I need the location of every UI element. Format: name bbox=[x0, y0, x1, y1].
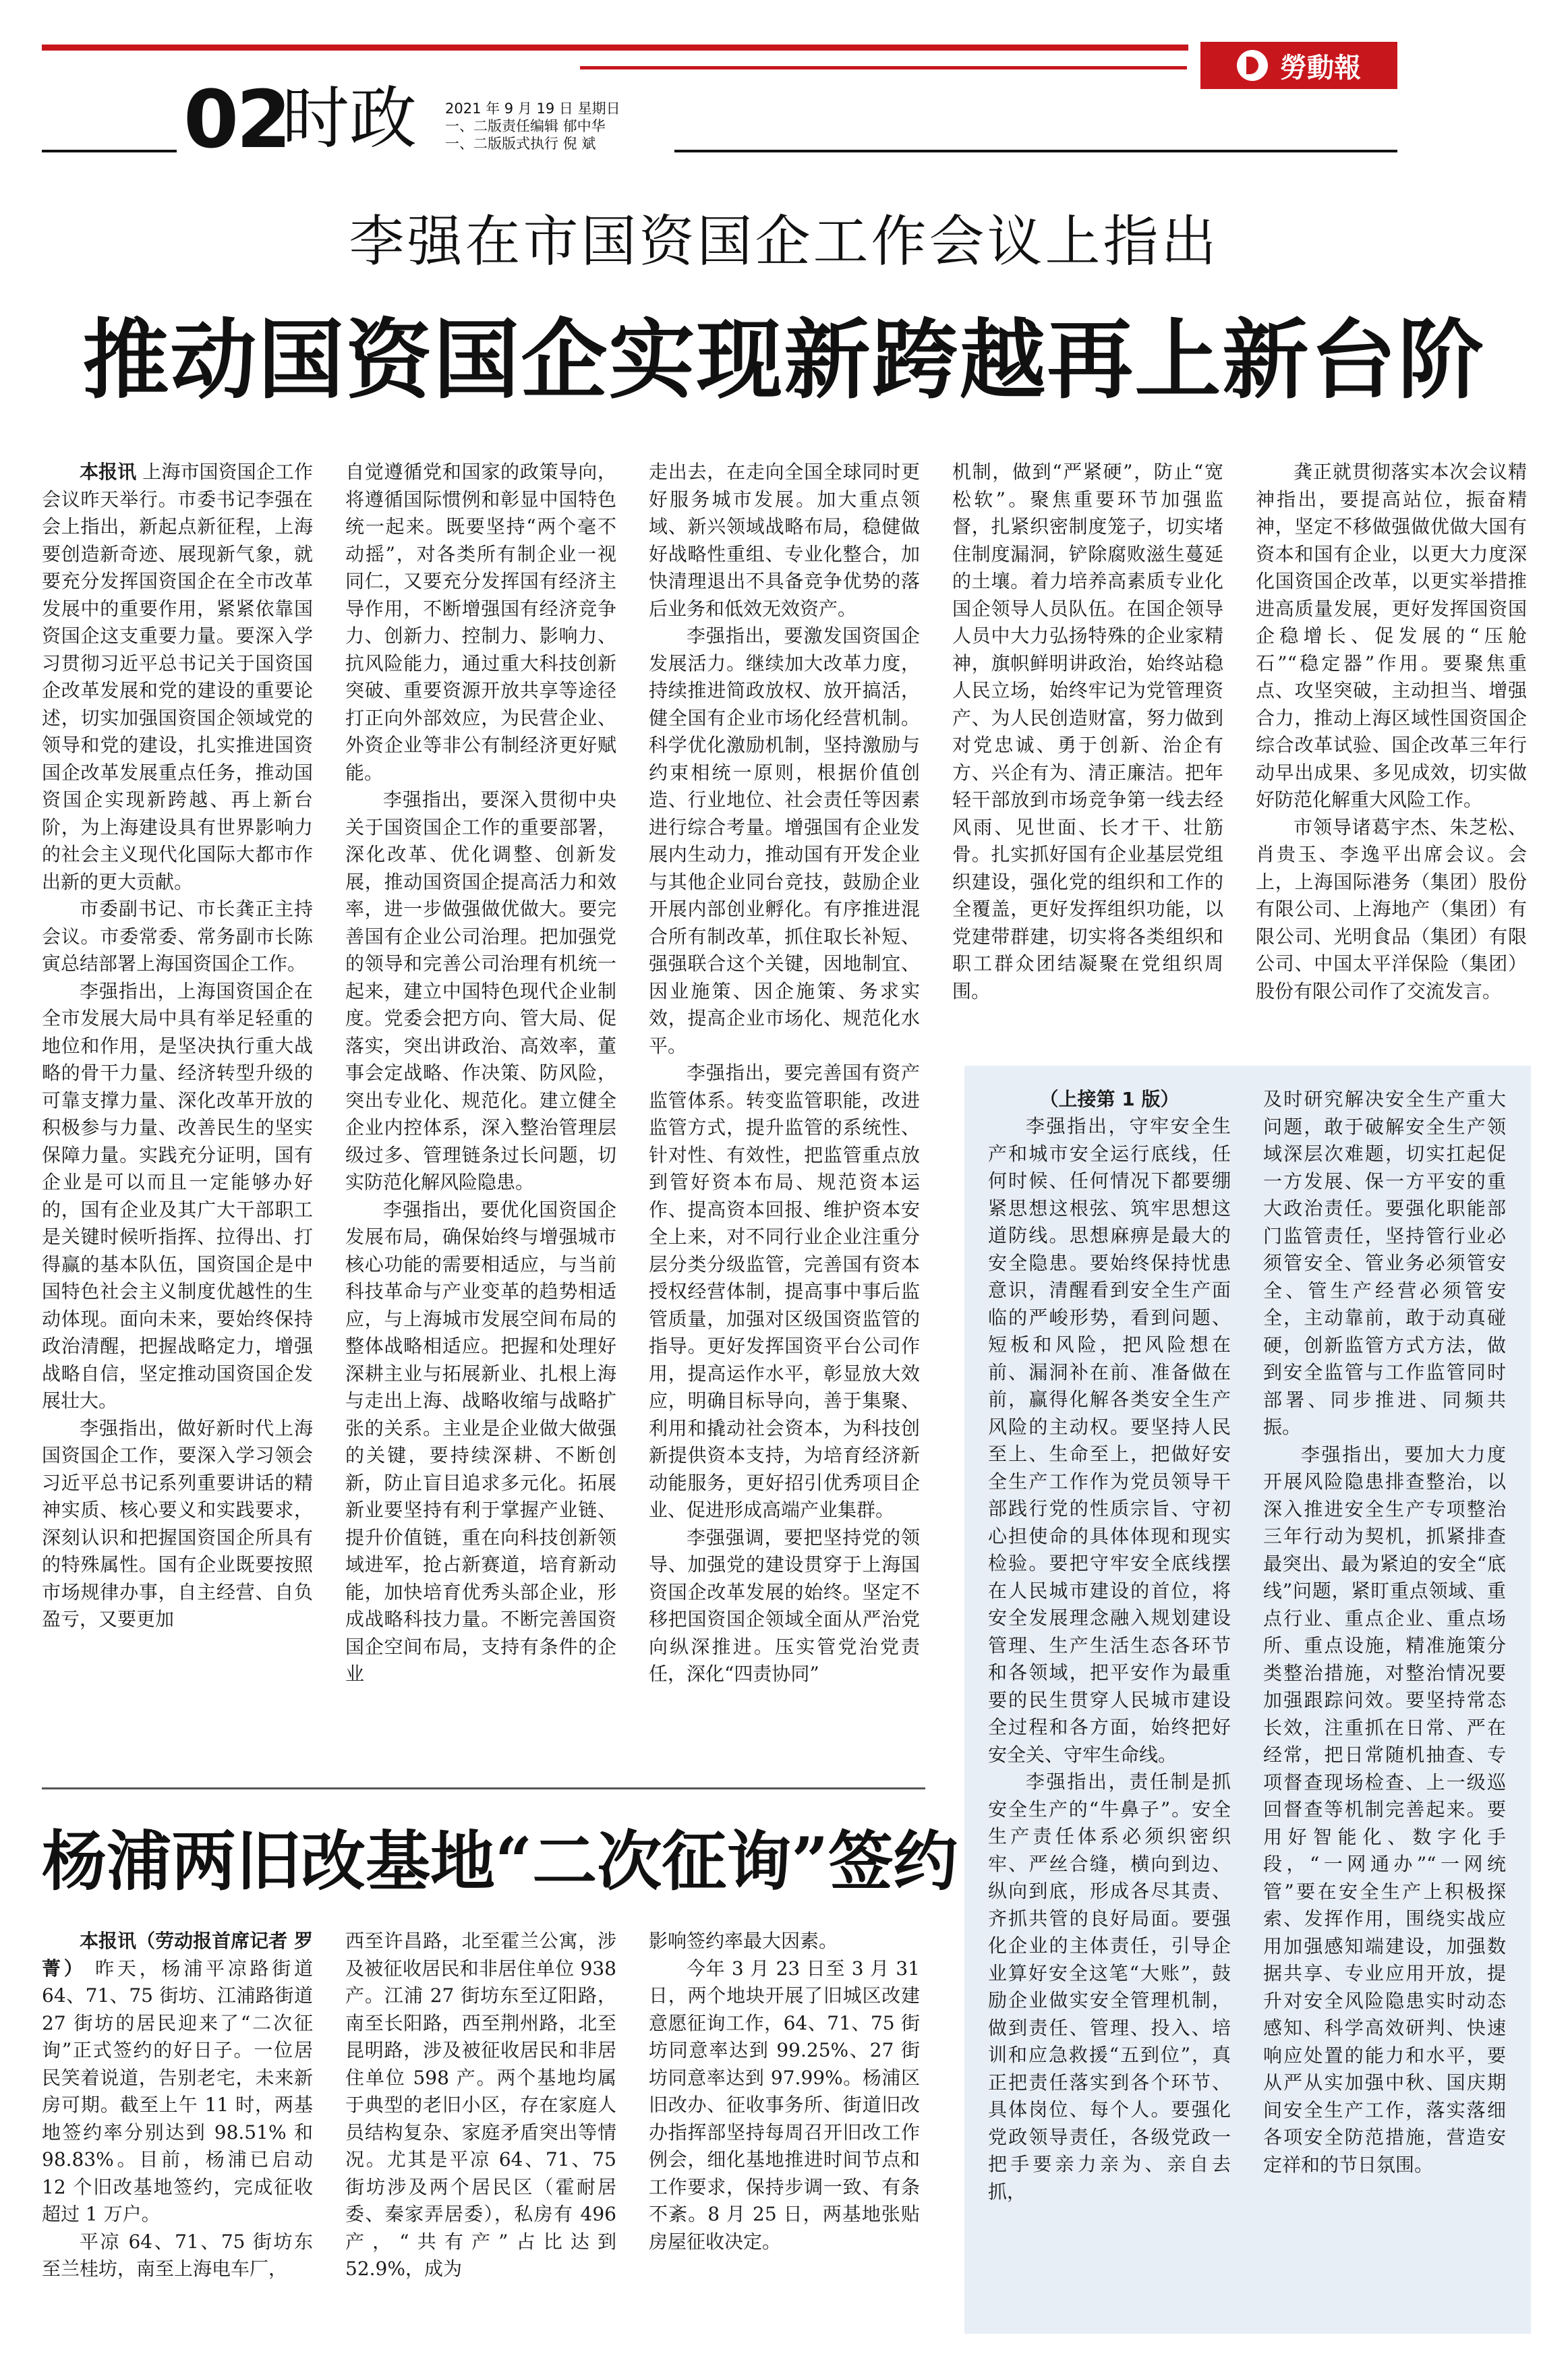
paragraph bbox=[649, 1928, 920, 1955]
dateline-lead: 本报讯 bbox=[80, 461, 137, 483]
paragraph bbox=[649, 1955, 920, 2256]
paragraph-text: 李强指出，要加大力度开展风险隐患排查整治，以深入推进安全生产专项整治三年行动为契机，抓紧排查最突出、最为紧迫的安全“底线”问题，紧盯重点领域、重点行业、重点企业、重点场所、重点设施，精准施策分类整治措施，对整治情况要加强跟踪问效。要坚持常态长效，注重抓在日常、严在经常，把日常随机抽查、专项督查现场检查、上一级巡回督查等机制完善起来。要用好智能化、数字化手段，“一网通办”“一网统管”要在安全生产上积极探索、发挥作用，围绕实战应用加强感知端建设，加强数据共享、专业应用开放，提升对安全风险隐患实时动态感知、科学高效研判、快速响应处置的能力和水平，要从严从实加强中秋、国庆期间安全生产工作，落实落细各项安全防范措施，营造安定祥和的节日氛围。 bbox=[1263, 1443, 1506, 2176]
paragraph-text: 影响签约率最大因素。 bbox=[649, 1930, 838, 1952]
paragraph bbox=[988, 1769, 1231, 2206]
paragraph-text: 李强指出，要完善国有资产监管体系。转变监管职能，改进监管方式，提升监管的系统性、针对性、有效性，把监管重点放到管好资本布局、规范资本运作、提高资本回报、维护资本安全上来，对不同行业企业注重分层分类分级监管，完善国有资本授权经营体制，提高事中事后监管质量，加强对区级国资监管的指导。更好发挥国资平台公司作用，提高运作水平，彰显放大效应，明确目标导向，善于集聚、利用和撬动社会资本，为科技创新提供资本支持，为培育经济新动能服务，更好招引优秀项目企业、促进形成高端产业集群。 bbox=[649, 1062, 920, 1521]
paragraph bbox=[42, 1415, 313, 1634]
paragraph-text: 平凉 64、71、75 街坊东至兰桂坊，南至上海电车厂， bbox=[42, 2230, 313, 2280]
main-column-5 bbox=[1256, 459, 1527, 1039]
paragraph bbox=[42, 1928, 313, 2229]
paragraph-text: 龚正就贯彻落实本次会议精神指出，要提高站位，振奋精神，坚定不移做强做优做大国有资本和国有企业，以更大力度深化国资国企改革，以更实举措推进高质量发展，更好发挥国资国企稳增长、促发展的“压舱石”“稳定器”作用。要聚焦重点、攻坚突破，主动担当、增强合力，推动上海区域性国资国企综合改革试验、国企改革三年行动早出成果、多见成效，切实做好防范化解重大风险工作。 bbox=[1256, 461, 1527, 811]
header-right-rule bbox=[674, 150, 1397, 152]
paragraph-text: 李强强调，要把坚持党的领导、加强党的建设贯穿于上海国资国企改革发展的始终。坚定不移把国资国企领域全面从严治党向纵深推进。压实管党治党责任，深化“四责协同” bbox=[649, 1526, 920, 1685]
paragraph bbox=[952, 459, 1223, 1005]
date-line: 2021 年 9 月 19 日 星期日 bbox=[445, 100, 620, 117]
paragraph-text: 李强指出，守牢安全生产和城市安全运行底线，任何时候、任何情况下都要绷紧思想这根弦、筑牢思想这道防线。思想麻痹是最大的安全隐患。要始终保持忧患意识，清醒看到安全生产面临的严峻形势，看到问题、短板和风险，把风险想在前、漏洞补在前、准备做在前，赢得化解各类安全生产风险的主动权。要坚持人民至上、生命至上，把做好安全生产工作作为党员领导干部践行党的性质宗旨、守初心担使命的具体体现和现实检验。要把守牢安全底线摆在人民城市建设的首位，将安全发展理念融入规划建设管理、生产生活生态各环节和各领域，把平安作为最重要的民生贯穿人民城市建设全过程和各方面，始终把好安全关、守牢生命线。 bbox=[988, 1115, 1231, 1766]
continuation-label: （上接第 1 版） bbox=[1039, 1088, 1180, 1110]
second-headline: 杨浦两旧改基地“二次征询”签约 bbox=[42, 1823, 958, 1899]
header-red-rule bbox=[580, 66, 1187, 69]
paragraph-text: 李强指出，要优化国资国企发展布局，确保始终与增强城市核心功能的需要相适应，与当前科技革命与产业变革的趋势相适应，与上海城市发展空间布局的整体战略相适应。把握和处理好深耕主业与拓展新业、扎根上海与走出上海、战略收缩与战略扩张的关系。主业是企业做大做强的关键，要持续深耕、不断创新，防止盲目追求多元化。拓展新业要坚持有利于掌握产业链、提升价值链，重在向科技创新领域进军，抢占新赛道，培育新动能，加快培育优秀头部企业，形成战略科技力量。不断完善国资国企空间布局，支持有条件的企业 bbox=[345, 1198, 616, 1685]
paragraph bbox=[649, 1524, 920, 1688]
paragraph bbox=[649, 623, 920, 1060]
paragraph-text: 市委副书记、市长龚正主持会议。市委常委、常务副市长陈寅总结部署上海国资国企工作。 bbox=[42, 898, 313, 975]
paragraph bbox=[1263, 1086, 1506, 1441]
paragraph-text: 自觉遵循党和国家的政策导向，将遵循国际惯例和彰显中国特色统一起来。既要坚持“两个毫不动摇”，对各类所有制企业一视同仁，又要充分发挥国有经济主导作用，不断增强国有经济竞争力、创新力、控制力、影响力、抗风险能力，通过重大科技创新突破、重要资源开放共享等途径打正向外部效应，为民营企业、外资企业等非公有制经济更好赋能。 bbox=[345, 461, 616, 784]
paragraph-text: 昨天，杨浦平凉路街道 64、71、75 街坊、江浦路街道 27 街坊的居民迎来了“二次征询”正式签约的好日子。一位居民笑着说道，告别老宅，未来新房可期。截至上午 11 时，两基地签约率分别达到 98.51% 和 98.83%。目前，杨浦已启动 12 个旧改基地签约，完成征收超过 1 万户。 bbox=[42, 1957, 313, 2225]
main-column-1 bbox=[42, 459, 313, 1774]
header-left-rule bbox=[42, 150, 177, 152]
paragraph bbox=[988, 1113, 1231, 1769]
editor-line: 一、二版责任编辑 郁中华 bbox=[445, 118, 606, 134]
paragraph-text: 走出去，在走向全国全球同时更好服务城市发展。加大重点领域、新兴领域战略布局，稳健做好战略性重组、专业化整合，加快清理退出不具备竞争优势的落后业务和低效无效资产。 bbox=[649, 461, 920, 620]
main-kicker: 李强在市国资国企工作会议上指出 bbox=[349, 210, 1219, 274]
paragraph-text: 李强指出，责任制是抓安全生产的“牛鼻子”。安全生产责任体系必须织密织牢、严丝合缝，横向到边、纵向到底，形成各尽其责、齐抓共管的良好局面。要强化企业的主体责任，引导企业算好安全这笔“大账”，鼓励企业做实安全管理机制，做到责任、管理、投入、培训和应急救援“五到位”，真正把责任落实到各个环节、具体岗位、每个人。要强化党政领导责任，各级党政一把手要亲力亲为、亲自去抓， bbox=[988, 1771, 1231, 2203]
paragraph bbox=[42, 978, 313, 1415]
paper-name: 勞動報 bbox=[1280, 51, 1361, 84]
main-column-2 bbox=[345, 459, 616, 1774]
paragraph bbox=[649, 459, 920, 623]
paragraph-text: 及时研究解决安全生产重大问题，敢于破解安全生产领域深层次难题，切实扛起促一方发展、保一方平安的重大政治责任。要强化职能部门监管责任，坚持管行业必须管安全、管业务必须管安全、管生产经营必须管安全，主动靠前，敢于动真碰硬，创新监管方式方法，做到安全监管与工作监管同时部署、同步推进、同频共振。 bbox=[1263, 1088, 1506, 1438]
paragraph-text: 今年 3 月 23 日至 3 月 31 日，两个地块开展了旧城区改建意愿征询工作，64、71、75 街坊同意率达到 99.25%、27 街坊同意率达到 97.99%。杨浦区旧改办、征收事务所、街道旧改办指挥部坚持每周召开旧改工作例会，细化基地推进时间节点和工作要求，保持步调一致、有条不紊。8 月 25 日，两基地张贴房屋征收决定。 bbox=[649, 1957, 920, 2253]
paragraph-text: 西至许昌路，北至霍兰公寓，涉及被征收居民和非居住单位 938 产。江浦 27 街坊东至辽阳路，南至长阳路，西至荆州路，北至昆明路，涉及被征收居民和非居住单位 598 产。两个基地均属于典型的老旧小区，存在家庭人员结构复杂、家庭矛盾突出等情况。尤其是平凉 64、71、75 街坊涉及两个居民区（霍耐居委、秦家弄居委），私房有 496 产，“共有产”占比达到 52.9%，成为 bbox=[345, 1930, 616, 2280]
dateline-lead: 本报讯（劳动报首席记者 罗菁） bbox=[42, 1930, 313, 1980]
paragraph-text: 李强指出，要激发国资国企发展活力。继续加大改革力度，持续推进简政放权、放开搞活，健全国有企业市场化经营机制。科学优化激励机制，坚持激励与约束相统一原则，根据价值创造、行业地位、社会责任等因素进行综合考量。增强国有企业发展内生动力，推动国有开发企业与其他企业同台竞技，鼓励企业开展内部创业孵化。有序推进混合所有制改革，抓住取长补短、强强联合这个关键，因地制宜、因业施策、因企施策、务求实效，提高企业市场化、规范化水平。 bbox=[649, 625, 920, 1057]
second-column-2 bbox=[345, 1928, 616, 2339]
second-column-1 bbox=[42, 1928, 313, 2339]
second-column-3 bbox=[649, 1928, 920, 2339]
paragraph bbox=[42, 896, 313, 978]
paragraph-text: 市领导诸葛宇杰、朱芝松、肖贵玉、李逸平出席会议。会上，上海国际港务（集团）股份有限公司、上海地产（集团）有限公司、光明食品（集团）有限公司、中国太平洋保险（集团）股份有限公司作了交流发言。 bbox=[1256, 815, 1527, 1002]
paragraph bbox=[345, 786, 616, 1197]
designer-line: 一、二版版式执行 倪 斌 bbox=[445, 136, 596, 152]
paragraph-text: 李强指出，做好新时代上海国资国企工作，要深入学习领会习近平总书记系列重要讲话的精神实质、核心要义和实践要求，深刻认识和把握国资国企所具有的特殊属性。国有企业既要按照市场规律办事，自主经营、自负盈亏，又要更加 bbox=[42, 1416, 313, 1630]
page-number: 02 bbox=[183, 73, 289, 166]
paragraph bbox=[345, 1928, 616, 2283]
paragraph-text: 机制，做到“严紧硬”，防止“宽松软”。聚焦重要环节加强监督，扎紧织密制度笼子，切实堵住制度漏洞，铲除腐败滋生蔓延的土壤。着力培养高素质专业化国企领导人员队伍。在国企领导人员中大力弘扬特殊的企业家精神，旗帜鲜明讲政治，始终站稳人民立场，始终牢记为党管理资产、为人民创造财富，努力做到对党忠诚、勇于创新、治企有方、兴企有为、清正廉洁。把年轻干部放到市场竞争第一线去经风雨、见世面、长才干、壮筋骨。扎实抓好国有企业基层党组织建设，强化党的组织和工作的全覆盖，更好发挥组织功能，以党建带群建，切实将各类组织和职工群众团结凝聚在党组织周围。 bbox=[952, 461, 1223, 1002]
paragraph bbox=[345, 459, 616, 786]
paragraph bbox=[649, 1060, 920, 1524]
paragraph bbox=[345, 1197, 616, 1688]
section-divider bbox=[42, 1787, 925, 1789]
paragraph-text: 上海市国资国企工作会议昨天举行。市委书记李强在会上指出，新起点新征程，上海要创造新奇迹、展现新气象，就要充分发挥国资国企在全市改革发展中的重要作用，紧紧依靠国资国企这支重要力量。要深入学习贯彻习近平总书记关于国资国企改革发展和党的建设的重要论述，切实加强国资国企领域党的领导和党的建设，扎实推进国资国企改革发展重点任务，推动国资国企实现新跨越、再上新台阶，为上海建设具有世界影响力的社会主义现代化国际大都市作出新的更大贡献。 bbox=[42, 461, 313, 893]
paragraph bbox=[1256, 459, 1527, 814]
main-column-3 bbox=[649, 459, 920, 1774]
paragraph-text: 李强指出，上海国资国企在全市发展大局中具有举足轻重的地位和作用，是坚决执行重大战略的骨干力量、经济转型升级的可靠支撑力量、深化改革开放的积极参与力量、改善民生的坚实保障力量。实践充分证明，国有企业是可以而且一定能够办好的，国有企业及其广大干部职工是关键时候听指挥、拉得出、打得赢的基本队伍，国资国企是中国特色社会主义制度优越性的生动体现。面向未来，要始终保持政治清醒，把握战略定力，增强战略自信，坚定推动国资国企发展壮大。 bbox=[42, 979, 313, 1412]
main-column-4 bbox=[952, 459, 1223, 1039]
masthead-logo bbox=[1200, 42, 1397, 89]
logo-mark-icon bbox=[1237, 50, 1268, 81]
paragraph-text: 李强指出，要深入贯彻中央关于国资国企工作的重要部署，深化改革、优化调整、创新发展，推动国资国企提高活力和效率，进一步做强做优做大。要完善国有企业公司治理。把加强党的领导和完善公司治理有机统一起来，建立中国特色现代企业制度。党委会把方向、管大局、促落实，突出讲政治、高效率，董事会定战略、作决策、防风险，突出专业化、规范化。建立健全企业内控体系，深入整治管理层级过多、管理链条过长问题，切实防范化解风险隐患。 bbox=[345, 788, 616, 1193]
paragraph bbox=[42, 2229, 313, 2283]
paragraph bbox=[1263, 1441, 1506, 2179]
top-red-rule bbox=[42, 45, 1188, 51]
paragraph bbox=[1256, 814, 1527, 1006]
section-name: 时政 bbox=[282, 79, 417, 158]
main-headline: 推动国资国企实现新跨越再上新台阶 bbox=[82, 310, 1486, 411]
continuation-column-1 bbox=[988, 1113, 1231, 2320]
paragraph bbox=[42, 459, 313, 896]
continuation-column-2 bbox=[1263, 1086, 1506, 2320]
